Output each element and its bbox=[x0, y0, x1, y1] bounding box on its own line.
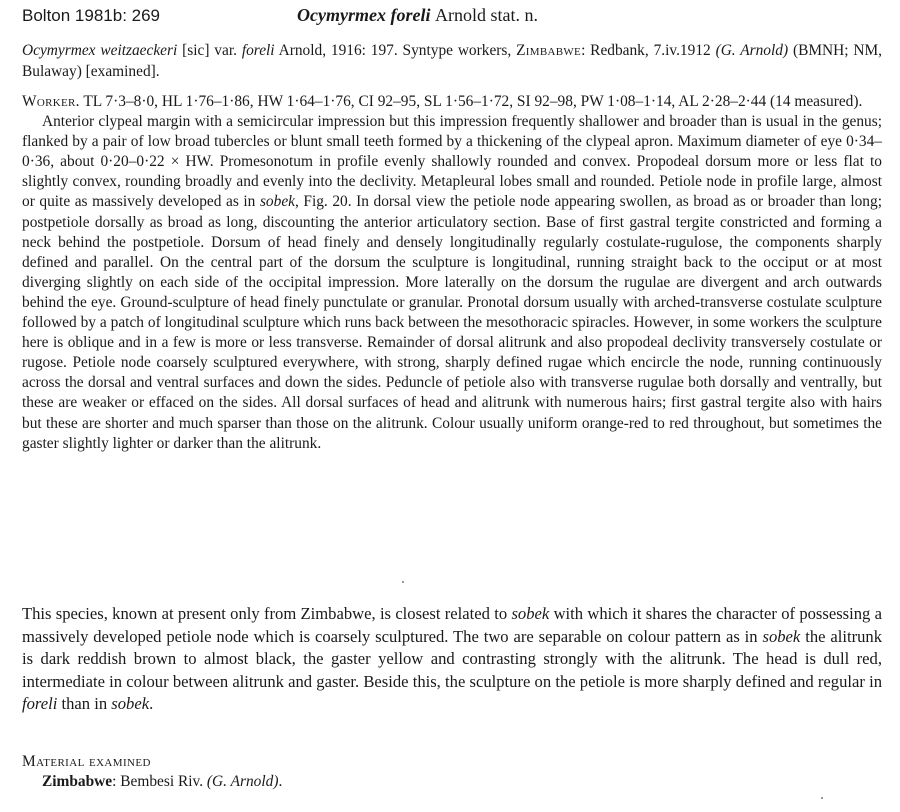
title-genus: Ocymyrmex foreli bbox=[297, 5, 431, 25]
worker-measurements-paragraph bbox=[22, 92, 882, 112]
worker-description-text: Anterior clypeal margin with a semicircular impression but this impression frequently shallower and broader than is usual in the genus; flanked by a pair of low broad tubercles or blunt small teeth formed by a thickening of the clypeal apron. Maximum diameter of eye 0·34–0·36, about 0·20–0·22 × HW. Promesonotum in profile evenly shallowly rounded and convex. Propodeal dorsum more or less flat to slightly convex, rounding broadly and evenly into the declivity. Metapleural lobes small and rounded. Petiole node in profile large, almost or quite as massively developed as in sobek, Fig. 20. In dorsal view the petiole node appearing swollen, as broad as or broader than long; postpetiole dorsally as broad as long, discounting the anterior articulatory section. Base of first gastral tergite constricted and forming a neck behind the postpetiole. Dorsum of head finely and densely longitudinally regularly costulate-rugulose, the components sharply defined and parallel. On the central part of the dorsum the sculpture is longitudinal, running straight back to the occiput or at most diverging slightly on each side of the occipital impression. More laterally on the dorsum the rugulae are divergent and arch outwards behind the eye. Ground-sculpture of head finely punctulate or granular. Pronotal dorsum usually with arched-transverse costulate sculpture followed by a patch of longitudinal sculpture which runs back between the mesothoracic spiracles. However, in some workers the sculpture here is oblique and in a few is more or less transverse. Remainder of dorsal alitrunk and also propodeal declivity transversely costulate or rugose. Petiole node coarsely sculptured everywhere, with strong, sharply defined rugae which encircle the node, running continuously across the dorsal and ventral surfaces and down the sides. Peduncle of petiole also with transverse rugulae both dorsally and ventrally, but these are weaker or effaced on the sides. All dorsal surfaces of head and alitrunk with numerous hairs; first gastral tergite also with hairs but these are shorter and much sparser than those on the alitrunk. Colour usually uniform orange-red to red throughout, but sometimes the gaster slightly lighter or darker than the alitrunk. bbox=[22, 113, 882, 452]
scan-speck bbox=[402, 581, 404, 583]
foreli-ref: foreli bbox=[22, 694, 58, 713]
material-record: Zimbabwe: Bembesi Riv. (G. Arnold). bbox=[42, 773, 283, 790]
material-heading: Material examined bbox=[22, 753, 151, 770]
synonym-locality: : Redbank, 7.iv.1912 bbox=[581, 42, 711, 59]
material-examined bbox=[22, 752, 882, 792]
worker-label: Worker. bbox=[22, 93, 80, 110]
synonym-country: Zimbabwe bbox=[516, 42, 582, 59]
synonymy-paragraph bbox=[22, 40, 882, 82]
worker-description bbox=[22, 92, 882, 454]
remarks-paragraph: This species, known at present only from Zimbabwe, is closest related to sobek with which it shares the character of possessing a massively developed petiole node which is coarsely sculptured. The two are separable on colour pattern as in sobek the alitrunk is dark reddish brown to almost black, the gaster yellow and contrasting strongly with the alitrunk. The head is dull red, intermediate in colour between alitrunk and gaster. Beside this, the sculpture on the petiole is more sharply defined and regular in foreli than in sobek. bbox=[22, 604, 882, 713]
sobek-ref: sobek bbox=[511, 604, 550, 623]
material-country: Zimbabwe bbox=[42, 773, 113, 790]
synonym-sic: [sic] var. bbox=[182, 42, 237, 59]
synonym-reference: Arnold, 1916: 197. Syntype workers, bbox=[278, 42, 512, 59]
worker-measurements: TL 7·3–8·0, HL 1·76–1·86, HW 1·64–1·76, CI 92–95, SL 1·56–1·72, SI 92–98, PW 1·08–1·14, AL 2·28–2·44 (14 measured). bbox=[83, 93, 863, 110]
synonym-name: Ocymyrmex weitzaeckeri bbox=[22, 42, 178, 59]
material-locality: : Bembesi Riv. bbox=[112, 773, 204, 790]
sobek-ref: sobek bbox=[762, 626, 801, 646]
synonym-depository: (BMNH; NM, Bulaway) [examined]. bbox=[22, 42, 883, 80]
synonym-collector: (G. Arnold) bbox=[715, 42, 789, 59]
synonym-var-name: foreli bbox=[241, 42, 275, 59]
title-author-status: Arnold stat. n. bbox=[434, 5, 538, 25]
sobek-ref: sobek bbox=[111, 694, 150, 713]
citation: Bolton 1981b: 269 bbox=[22, 6, 161, 25]
species-title bbox=[297, 5, 538, 26]
scan-speck bbox=[821, 797, 823, 799]
material-collector: (G. Arnold) bbox=[206, 773, 279, 790]
sobek-ref: sobek bbox=[259, 193, 295, 211]
